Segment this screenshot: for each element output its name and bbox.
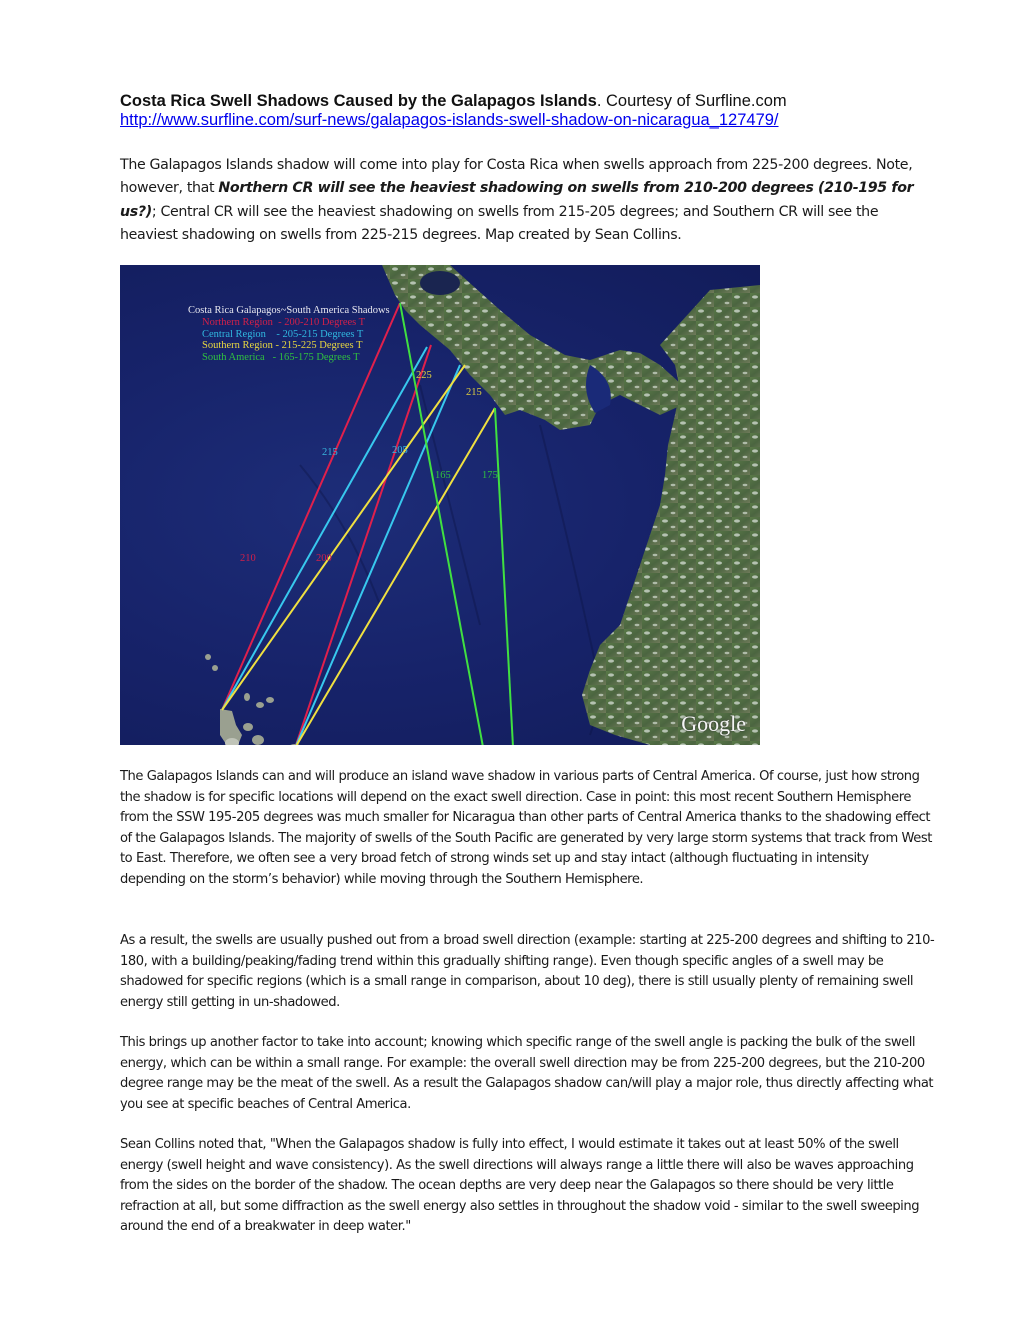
paragraph-3: This brings up another factor to take into account; knowing which specific range of the swell angle is packing the bulk of the swell energy, which can be within a small range. For example: the overall swell direction may be from 225-200 degrees, but the 210-200 degree range may be the meat of the swell. As a result the Galapagos shadow can/will play a major role, thus directly affecting what you see at specific beaches of Central America. <box>120 1035 934 1112</box>
paragraph-4: Sean Collins noted that, "When the Galapagos shadow is fully into effect, I would estimate it takes out at least 50% of the swell energy (swell height and wave consistency). As the swell directions will always range a little there will also be waves approaching from the sides on the border of the shadow. The ocean depths are very deep near the Galapagos so there should be very little refraction at all, but some diffraction as the swell energy also settles in throughout the shadow void - similar to the swell sweeping around the end of a breakwater in deep water." <box>120 1137 920 1235</box>
source-link[interactable]: http://www.surfline.com/surf-news/galapagos-islands-swell-shadow-on-nicaragua_127479/ <box>120 111 779 129</box>
title-bold: Costa Rica Swell Shadows Caused by the Galapagos Islands <box>120 92 597 110</box>
map-legend <box>188 305 390 364</box>
legend-title: Costa Rica Galapagos~South America Shadows <box>188 305 390 316</box>
central-region-line-215 <box>222 347 427 710</box>
legend-south-america: South America - 165-175 Degrees T <box>202 352 360 364</box>
document-header <box>120 92 940 243</box>
label-215-central: 215 <box>322 447 338 458</box>
legend-southern: Southern Region - 215-225 Degrees T <box>202 340 363 352</box>
swell-shadow-map <box>120 265 760 745</box>
paragraph-2: As a result, the swells are usually pushed out from a broad swell direction (example: starting at 225-200 degrees and shifting to 210-180, with a building/peaking/fading trend within this gradually shifting range). Even though specific angles of a swell may be shadowed for specific regions (which is a small range in comparison, about 10 deg), there is still usually plenty of remaining swell energy still getting in un-shadowed. <box>120 933 935 1010</box>
southern-region-line-225 <box>222 365 465 710</box>
legend-northern: Northern Region - 200-210 Degrees T <box>202 316 366 328</box>
intro-emphasis: Northern CR will see the heaviest shadowing on swells from 210-200 degrees (210-195 for us?) <box>120 180 914 220</box>
label-225: 225 <box>416 370 432 381</box>
northern-region-line-210 <box>222 303 400 710</box>
intro-text-2: ; Central CR will see the heaviest shadowing on swells from 215-205 degrees; and Southern CR will see the heaviest shadowing on swells from 225-215 degrees. Map created by Sean Collins. <box>120 203 879 243</box>
label-210: 210 <box>240 553 256 564</box>
title-courtesy: . Courtesy of Surfline.com <box>596 92 787 110</box>
south-america-line-175 <box>495 408 513 745</box>
intro-text-1: The Galapagos Islands shadow will come into play for Costa Rica when swells approach from 225-200 degrees. Note, however, that <box>120 157 913 197</box>
label-165: 165 <box>435 470 451 481</box>
southern-region-line-215 <box>295 408 495 745</box>
paragraph-1: The Galapagos Islands can and will produce an island wave shadow in various parts of Central America. Of course, just how strong the shadow is for specific locations will depend on the exact swell direction. Case in point: this most recent Southern Hemisphere from the SSW 195-205 degrees was much smaller for Nicaragua than other parts of Central America thanks to the shadowing effect of the Galapagos Islands. The majority of swells of the South Pacific are generated by very large storm systems that track from West to East. Therefore, we often see a very broad fetch of strong winds set up and stay intact (although fluctuating in intensity depending on the storm’s behavior) while moving through the Southern Hemisphere. <box>120 769 932 887</box>
intro-paragraph <box>120 154 935 247</box>
google-watermark: Google <box>681 711 746 736</box>
document-title <box>120 92 940 111</box>
label-215-southern: 215 <box>466 387 482 398</box>
label-200: 200 <box>316 553 332 564</box>
label-175: 175 <box>482 470 498 481</box>
label-205: 205 <box>392 445 408 456</box>
lake-nicaragua <box>420 271 460 295</box>
legend-central: Central Region - 205-215 Degrees T <box>202 328 364 340</box>
galapagos-islands <box>205 654 302 745</box>
